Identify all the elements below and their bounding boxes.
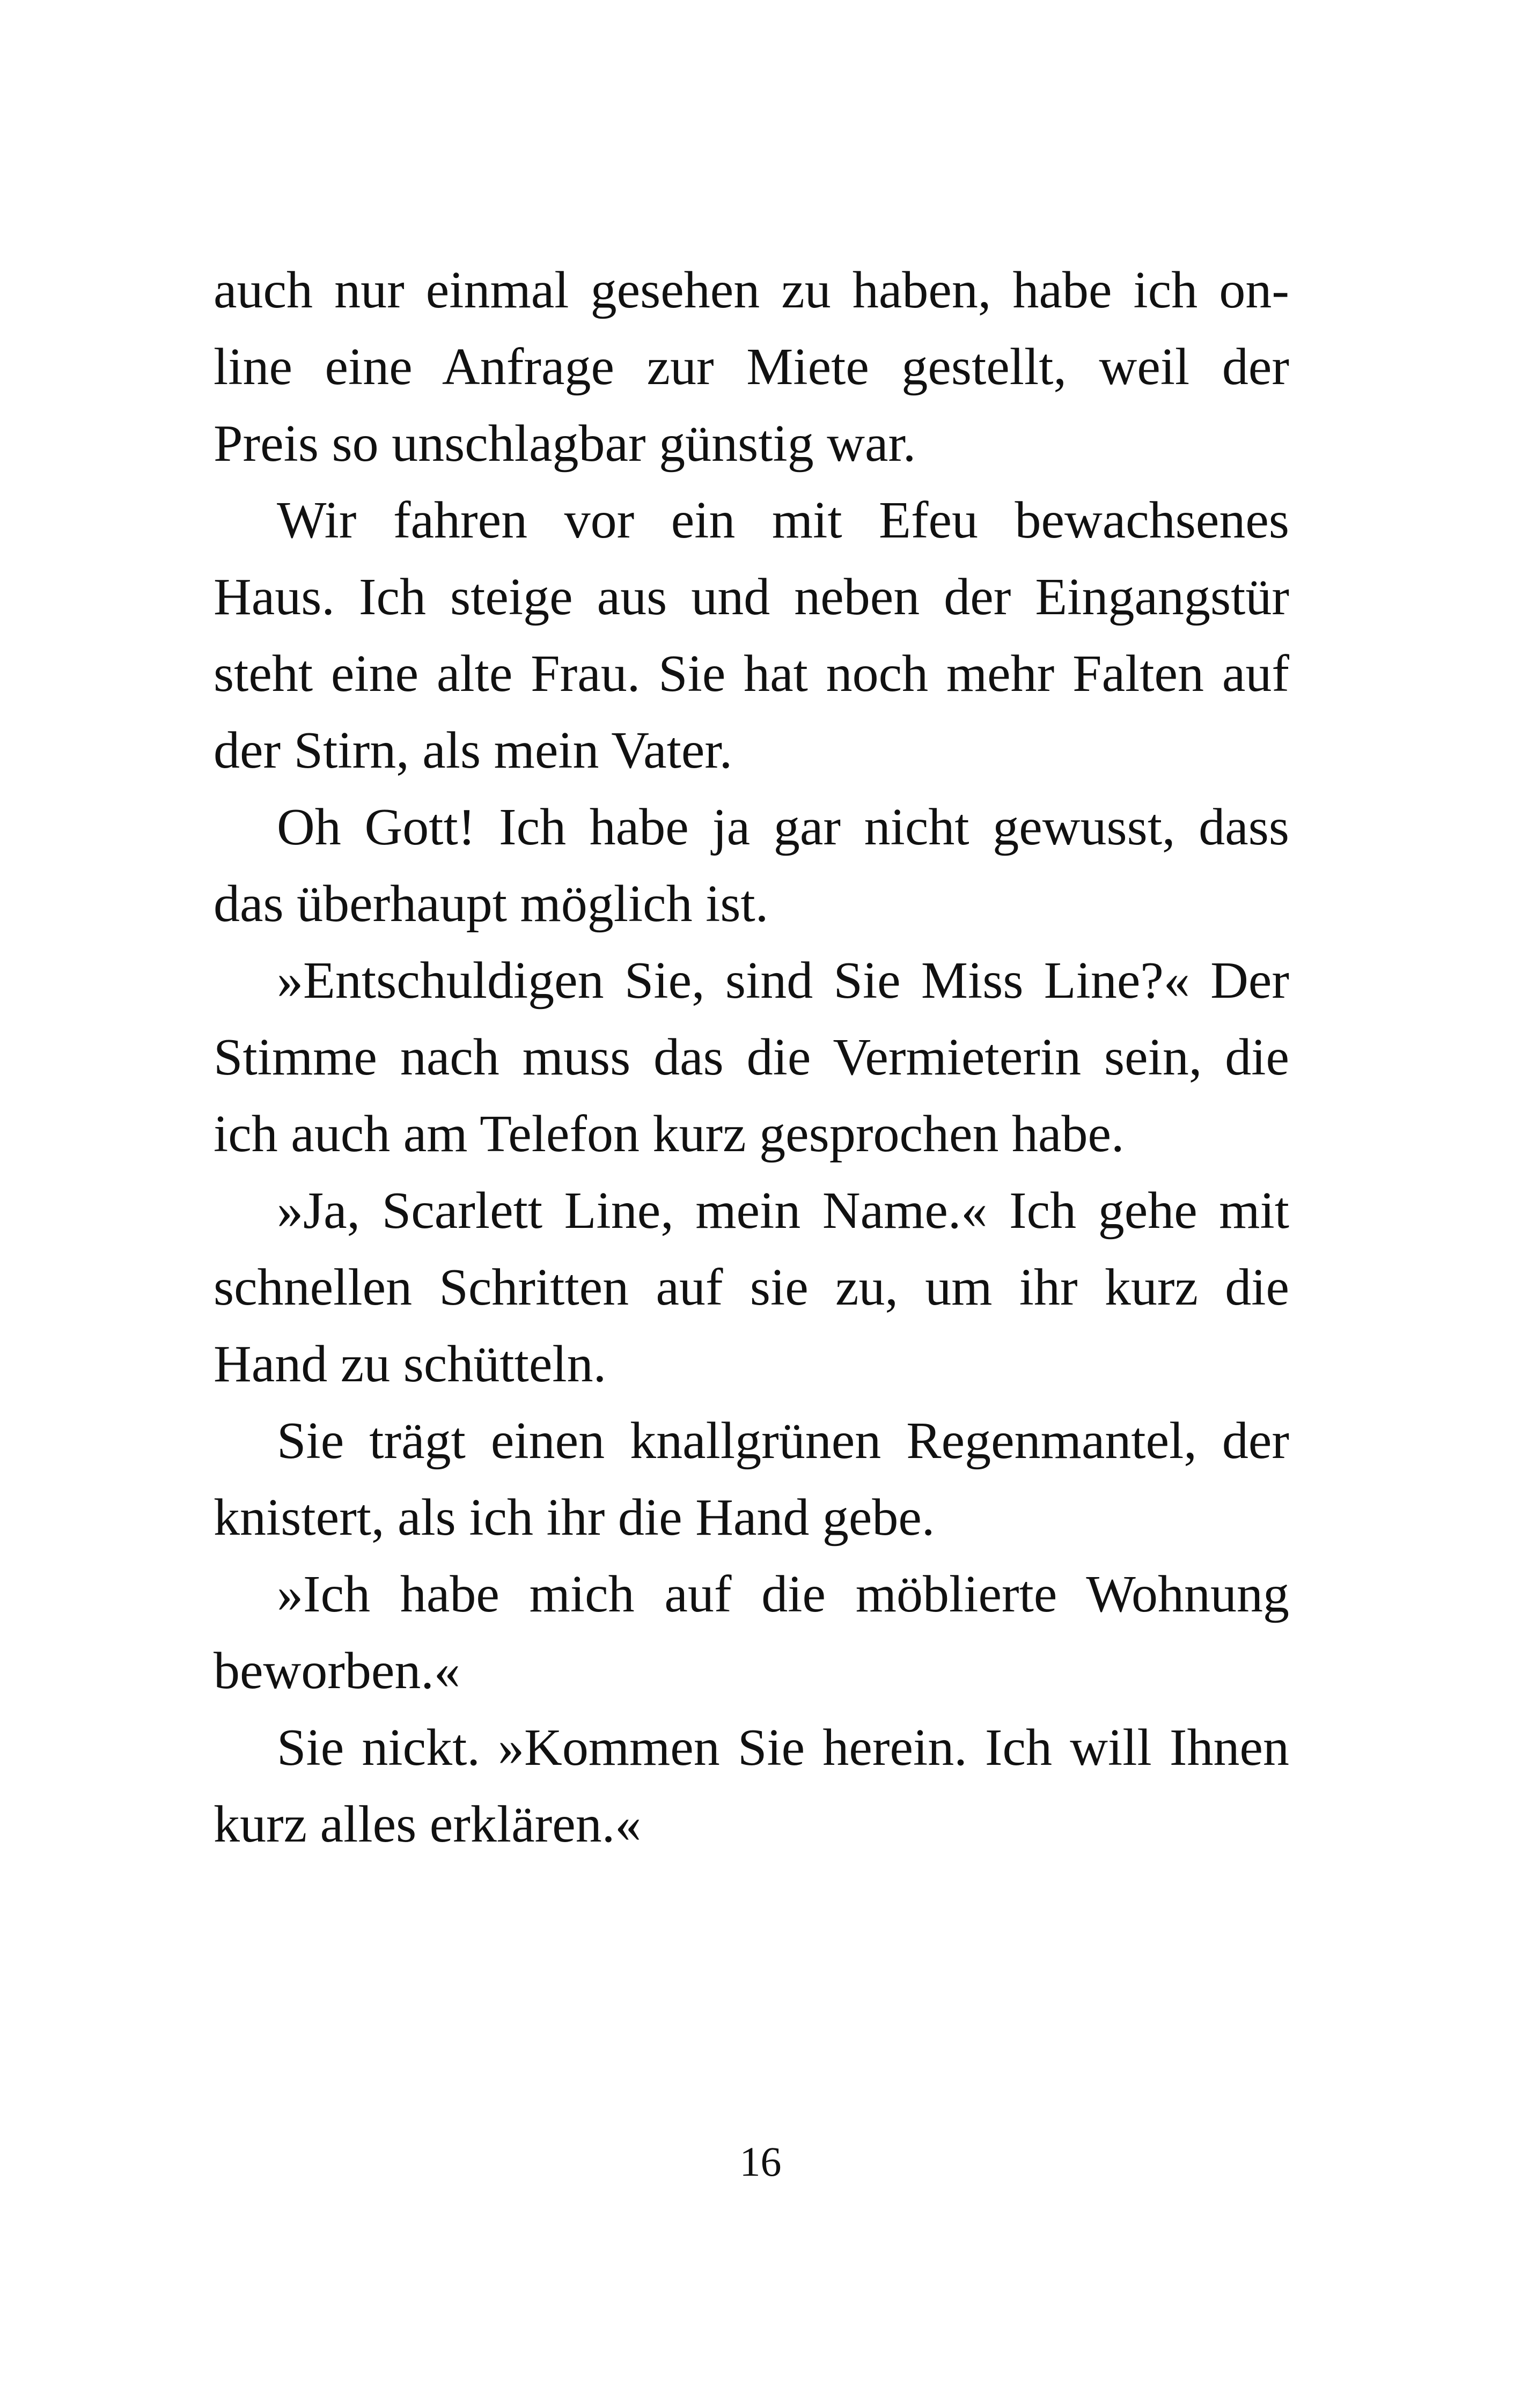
text-line: »Entschuldigen Sie, sind Sie Miss Line?« Der bbox=[277, 952, 1289, 1010]
text-line: Sie nickt. »Kommen Sie herein. Ich will Ihnen bbox=[277, 1719, 1289, 1777]
text-line: Haus. Ich steige aus und neben der Eingangstür bbox=[214, 568, 1289, 626]
text-line: beworben.« bbox=[214, 1642, 460, 1700]
text-line: »Ich habe mich auf die möblierte Wohnung bbox=[277, 1565, 1289, 1623]
page-number: 16 bbox=[739, 2138, 782, 2185]
text-line: auch nur einmal gesehen zu haben, habe ich on- bbox=[214, 261, 1289, 319]
text-line: schnellen Schritten auf sie zu, um ihr kurz die bbox=[214, 1258, 1289, 1316]
text-line: line eine Anfrage zur Miete gestellt, weil der bbox=[214, 338, 1289, 396]
text-line: Wir fahren vor ein mit Efeu bewachsenes bbox=[277, 491, 1289, 549]
text-line: der Stirn, als mein Vater. bbox=[214, 721, 733, 779]
text-line: steht eine alte Frau. Sie hat noch mehr Falten auf bbox=[214, 645, 1289, 703]
text-line: Preis so unschlagbar günstig war. bbox=[214, 415, 916, 473]
text-line: Sie trägt einen knallgrünen Regenmantel, der bbox=[277, 1412, 1289, 1470]
text-line: das überhaupt möglich ist. bbox=[214, 875, 769, 933]
text-line: knistert, als ich ihr die Hand gebe. bbox=[214, 1489, 935, 1547]
text-line: Stimme nach muss das die Vermieterin sein, die bbox=[214, 1028, 1289, 1086]
text-line: ich auch am Telefon kurz gesprochen habe. bbox=[214, 1105, 1125, 1163]
text-line: kurz alles erklären.« bbox=[214, 1795, 642, 1853]
text-line: »Ja, Scarlett Line, mein Name.« Ich gehe mit bbox=[277, 1182, 1289, 1240]
body-text bbox=[214, 252, 1289, 1863]
text-line: Hand zu schütteln. bbox=[214, 1335, 607, 1393]
text-line: Oh Gott! Ich habe ja gar nicht gewusst, dass bbox=[277, 798, 1289, 856]
